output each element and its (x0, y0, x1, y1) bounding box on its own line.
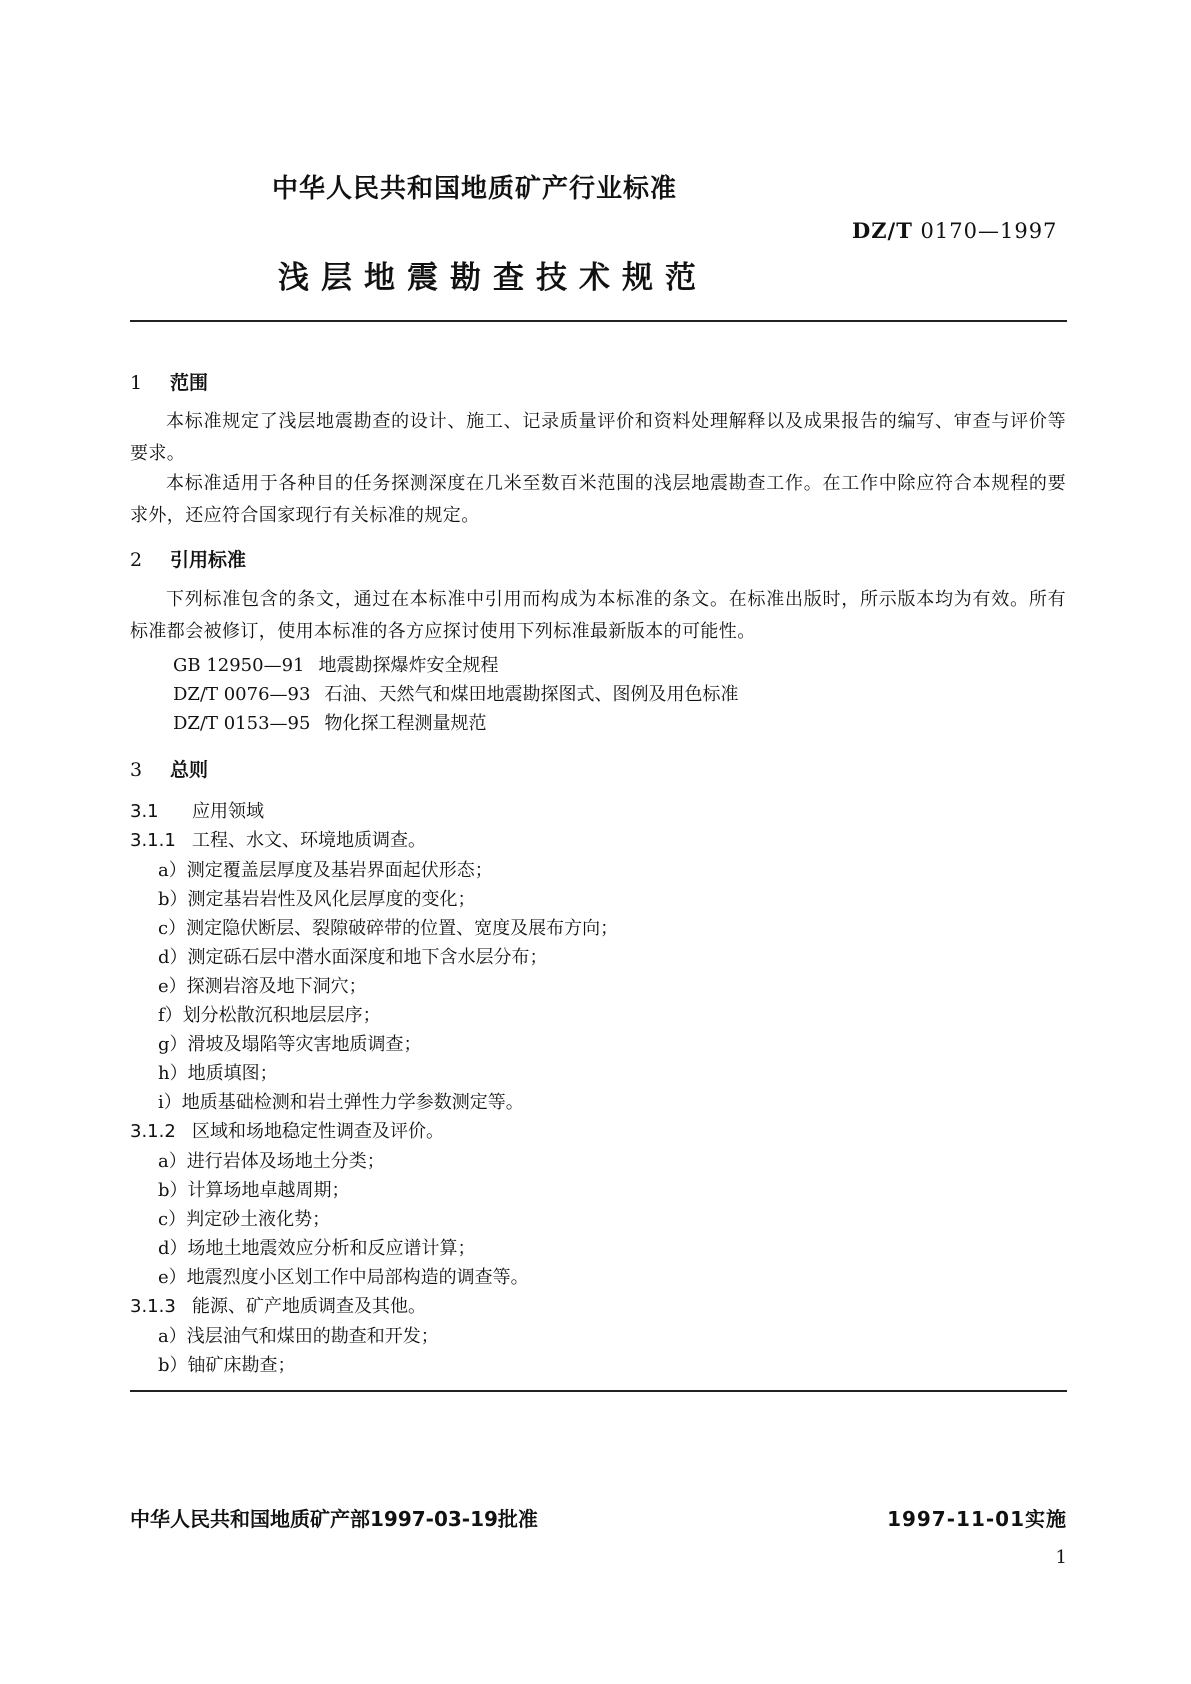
section-1-paragraph-2: 本标准适用于各种目的任务探测深度在几米至数百米范围的浅层地震勘查工作。在工作中除应符合本规程的要求外，还应符合国家现行有关标准的规定。 (130, 473, 1066, 526)
section-number: 2 (130, 549, 143, 571)
reference-item (173, 709, 486, 735)
list-item: b）计算场地卓越周期； (158, 1180, 350, 1201)
issuing-body-heading: 中华人民共和国地质矿产行业标准 (272, 174, 678, 204)
page-number: 1 (1055, 1547, 1067, 1568)
reference-name: 石油、天然气和煤田地震勘探图式、图例及用色标准 (324, 684, 739, 705)
subsection-number: 3.1.1 (130, 830, 176, 851)
list-item: d）测定砾石层中潜水面深度和地下含水层分布； (158, 947, 548, 968)
list-item: a）进行岩体及场地土分类； (158, 1151, 385, 1172)
list-item: e）探测岩溶及地下洞穴； (158, 976, 367, 997)
list-item: d）场地土地震效应分析和反应谱计算； (158, 1238, 476, 1259)
subsection-3-1-3 (130, 1292, 426, 1318)
header-divider (130, 320, 1067, 322)
section-1-heading (130, 368, 208, 395)
subsection-title: 工程、水文、环境地质调查。 (192, 830, 426, 851)
section-title: 总则 (170, 759, 209, 781)
document-title: 浅层地震勘查技术规范 (278, 260, 708, 296)
reference-code: DZ/T 0076—93 (173, 684, 311, 705)
reference-item (173, 680, 738, 706)
list-item: a）测定覆盖层厚度及基岩界面起伏形态； (158, 860, 493, 881)
reference-name: 地震勘探爆炸安全规程 (318, 655, 499, 676)
subsection-title: 应用领域 (192, 801, 264, 822)
implementation-date: 1997-11-01实施 (887, 1507, 1067, 1531)
reference-name: 物化探工程测量规范 (324, 713, 487, 734)
subsection-3-1 (130, 797, 264, 823)
section-number: 1 (130, 372, 143, 394)
list-item: a）浅层油气和煤田的勘查和开发； (158, 1326, 439, 1347)
section-1-paragraph-1: 本标准规定了浅层地震勘查的设计、施工、记录质量评价和资料处理解释以及成果报告的编写、审查与评价等要求。 (130, 411, 1066, 464)
subsection-3-1-2 (130, 1117, 444, 1143)
section-title: 范围 (170, 372, 209, 394)
list-item: i）地质基础检测和岩土弹性力学参数测定等。 (158, 1092, 524, 1113)
list-item: e）地震烈度小区划工作中局部构造的调查等。 (158, 1267, 529, 1288)
section-2-heading (130, 545, 246, 572)
footer-divider (130, 1390, 1067, 1392)
list-item: c）测定隐伏断层、裂隙破碎带的位置、宽度及展布方向； (158, 918, 619, 939)
list-item: b）测定基岩岩性及风化层厚度的变化； (158, 889, 476, 910)
subsection-number: 3.1.2 (130, 1121, 176, 1142)
section-3-heading (130, 755, 208, 782)
list-item: b）铀矿床勘查； (158, 1355, 296, 1376)
subsection-title: 能源、矿产地质调查及其他。 (192, 1296, 426, 1317)
section-title: 引用标准 (170, 549, 247, 571)
reference-code: DZ/T 0153—95 (173, 713, 311, 734)
section-2-paragraph-1: 下列标准包含的条文，通过在本标准中引用而构成为本标准的条文。在标准出版时，所示版本均为有效。所有标准都会被修订，使用本标准的各方应探讨使用下列标准最新版本的可能性。 (130, 589, 1066, 642)
list-item: f）划分松散沉积地层层序； (158, 1005, 381, 1026)
subsection-3-1-1 (130, 826, 426, 852)
standard-code (852, 218, 1057, 243)
reference-code: GB 12950—91 (173, 655, 305, 676)
standard-code-prefix: DZ/T (852, 218, 913, 243)
standard-code-number: 0170—1997 (920, 219, 1058, 243)
approval-line: 中华人民共和国地质矿产部1997-03-19批准 (130, 1507, 538, 1531)
list-item: h）地质填图； (158, 1063, 278, 1084)
reference-item (173, 651, 499, 677)
subsection-title: 区域和场地稳定性调查及评价。 (192, 1121, 444, 1142)
subsection-number: 3.1.3 (130, 1296, 176, 1317)
list-item: c）判定砂土液化势； (158, 1209, 331, 1230)
section-number: 3 (130, 759, 143, 781)
list-item: g）滑坡及塌陷等灾害地质调查； (158, 1034, 422, 1055)
subsection-number: 3.1 (130, 801, 159, 822)
